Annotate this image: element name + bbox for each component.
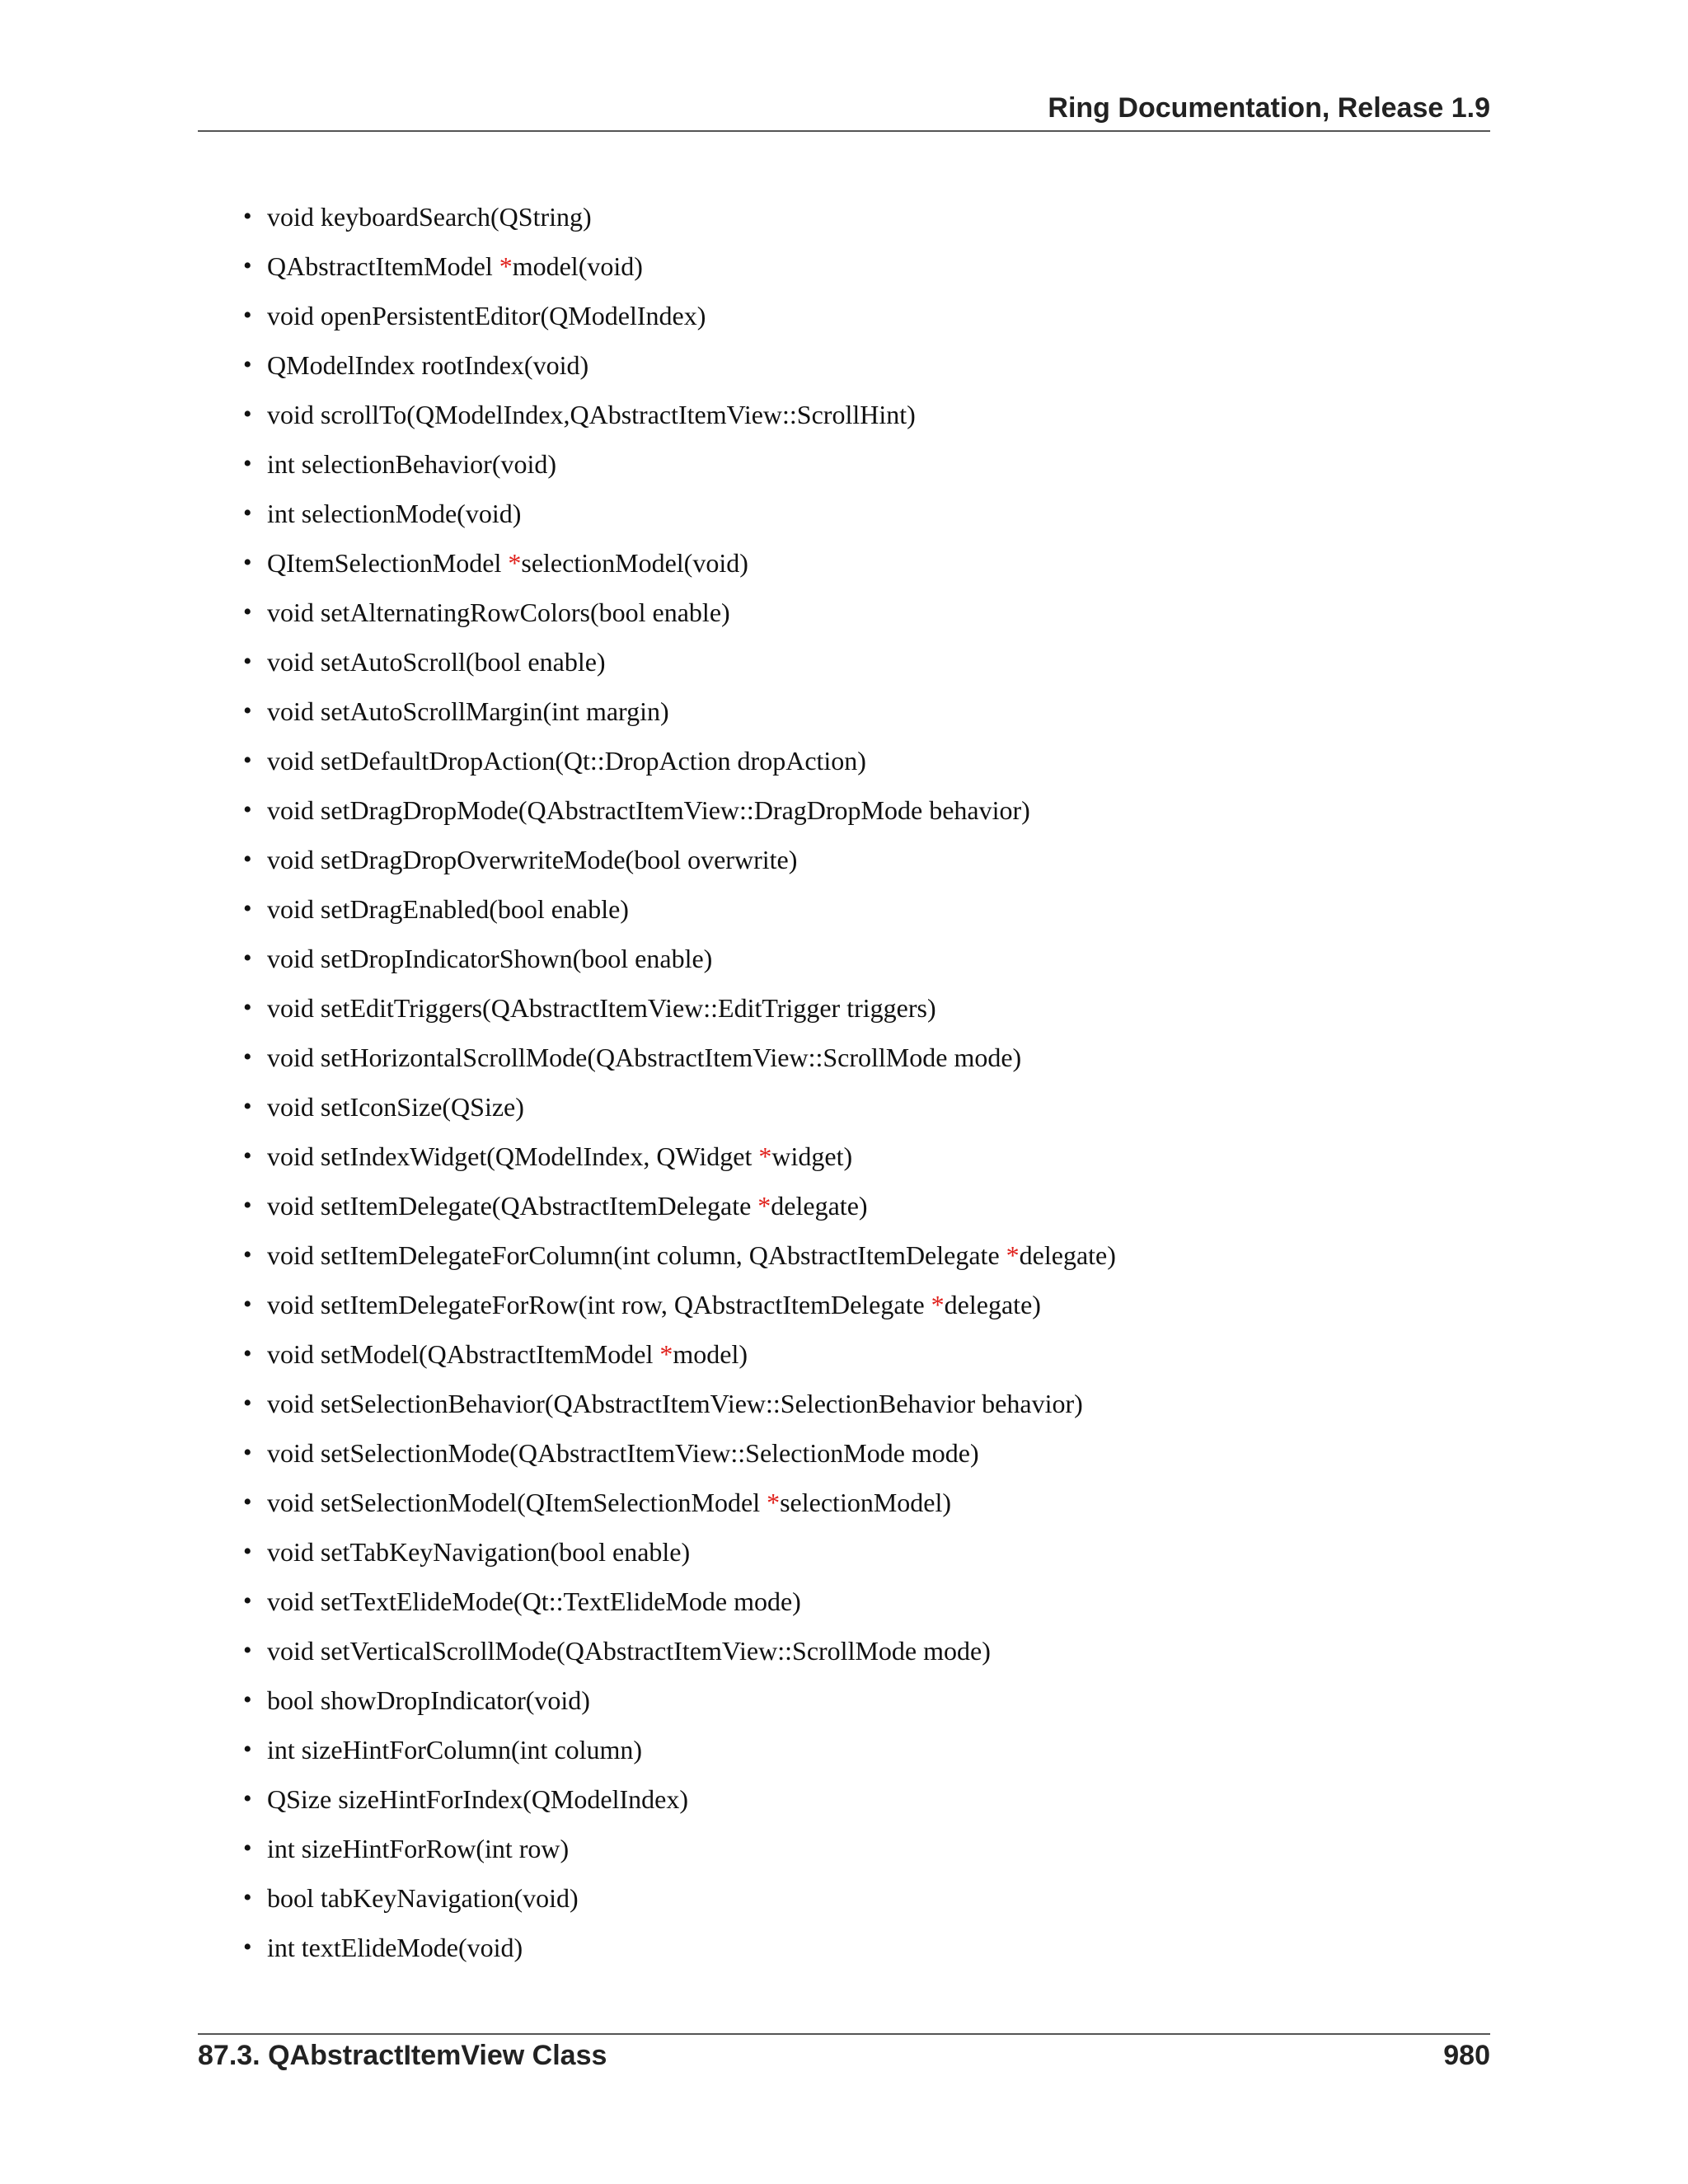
method-text: bool tabKeyNavigation(void) bbox=[267, 1883, 579, 1913]
method-text: void setDragDropOverwriteMode(bool overwrite) bbox=[267, 845, 798, 874]
pointer-star: * bbox=[757, 1191, 771, 1221]
method-item bbox=[243, 544, 1116, 593]
pointer-star: * bbox=[659, 1339, 673, 1369]
pointer-star: * bbox=[767, 1488, 781, 1517]
method-text: QItemSelectionModel bbox=[267, 548, 509, 578]
method-text: void setDragDropMode(QAbstractItemView::DragDropMode behavior) bbox=[267, 795, 1030, 825]
method-text: void setTabKeyNavigation(bool enable) bbox=[267, 1537, 691, 1567]
method-text: void setItemDelegateForColumn(int column, QAbstractItemDelegate bbox=[267, 1240, 1006, 1270]
method-item bbox=[243, 1780, 1116, 1830]
method-text: void setAutoScroll(bool enable) bbox=[267, 647, 606, 677]
method-text: selectionModel) bbox=[780, 1488, 952, 1517]
method-item bbox=[243, 198, 1116, 247]
method-text: int textElideMode(void) bbox=[267, 1933, 523, 1962]
method-text: void setModel(QAbstractItemModel bbox=[267, 1339, 660, 1369]
method-item bbox=[243, 742, 1116, 791]
pointer-star: * bbox=[1006, 1240, 1020, 1270]
method-text: QModelIndex rootIndex(void) bbox=[267, 350, 589, 380]
method-item bbox=[243, 1929, 1116, 1978]
method-item bbox=[243, 1187, 1116, 1236]
method-text: delegate) bbox=[944, 1290, 1041, 1319]
method-list bbox=[243, 198, 1116, 1978]
method-text: void setAutoScrollMargin(int margin) bbox=[267, 696, 669, 726]
method-text: int sizeHintForColumn(int column) bbox=[267, 1735, 643, 1765]
method-text: void setEditTriggers(QAbstractItemView::EditTrigger triggers) bbox=[267, 993, 936, 1023]
method-item bbox=[243, 1236, 1116, 1286]
method-item bbox=[243, 643, 1116, 692]
pointer-star: * bbox=[931, 1290, 945, 1319]
method-text: void keyboardSearch(QString) bbox=[267, 202, 592, 232]
method-item bbox=[243, 1483, 1116, 1533]
method-text: delegate) bbox=[771, 1191, 868, 1221]
method-item bbox=[243, 1137, 1116, 1187]
method-item bbox=[243, 890, 1116, 940]
method-item bbox=[243, 346, 1116, 396]
method-text: model) bbox=[673, 1339, 748, 1369]
method-text: void setDragEnabled(bool enable) bbox=[267, 894, 629, 924]
method-text: int selectionMode(void) bbox=[267, 499, 522, 528]
method-item bbox=[243, 1385, 1116, 1434]
method-item bbox=[243, 1434, 1116, 1483]
pointer-star: * bbox=[758, 1141, 772, 1171]
method-item bbox=[243, 1731, 1116, 1780]
method-item bbox=[243, 1830, 1116, 1879]
method-text: widget) bbox=[771, 1141, 853, 1171]
method-text: void setIconSize(QSize) bbox=[267, 1092, 524, 1122]
method-item bbox=[243, 1335, 1116, 1385]
method-text: delegate) bbox=[1019, 1240, 1116, 1270]
method-item bbox=[243, 593, 1116, 643]
method-item bbox=[243, 396, 1116, 445]
header-rule bbox=[198, 130, 1490, 132]
method-text: void openPersistentEditor(QModelIndex) bbox=[267, 301, 706, 330]
running-header-title: Ring Documentation, Release 1.9 bbox=[1048, 92, 1490, 124]
footer-rule bbox=[198, 2033, 1490, 2035]
method-text: model(void) bbox=[512, 251, 643, 281]
method-item bbox=[243, 1088, 1116, 1137]
pointer-star: * bbox=[499, 251, 513, 281]
method-text: void setAlternatingRowColors(bool enable) bbox=[267, 598, 730, 627]
method-text: void setIndexWidget(QModelIndex, QWidget bbox=[267, 1141, 759, 1171]
method-item bbox=[243, 445, 1116, 494]
method-item bbox=[243, 940, 1116, 989]
method-item bbox=[243, 1582, 1116, 1632]
method-item bbox=[243, 1681, 1116, 1731]
method-item bbox=[243, 1533, 1116, 1582]
method-text: void setItemDelegate(QAbstractItemDelegate bbox=[267, 1191, 758, 1221]
method-text: void setItemDelegateForRow(int row, QAbstractItemDelegate bbox=[267, 1290, 931, 1319]
method-item bbox=[243, 989, 1116, 1038]
method-text: void setSelectionMode(QAbstractItemView::SelectionMode mode) bbox=[267, 1438, 979, 1468]
method-text: void setHorizontalScrollMode(QAbstractItemView::ScrollMode mode) bbox=[267, 1043, 1022, 1072]
method-text: int selectionBehavior(void) bbox=[267, 449, 557, 479]
method-text: int sizeHintForRow(int row) bbox=[267, 1834, 570, 1863]
method-text: void setVerticalScrollMode(QAbstractItemView::ScrollMode mode) bbox=[267, 1636, 991, 1666]
method-item bbox=[243, 247, 1116, 297]
page-number: 980 bbox=[1443, 2040, 1490, 2071]
footer-section-title: 87.3. QAbstractItemView Class bbox=[198, 2040, 607, 2071]
method-item bbox=[243, 1286, 1116, 1335]
method-item bbox=[243, 841, 1116, 890]
method-item bbox=[243, 494, 1116, 544]
method-text: void setDropIndicatorShown(bool enable) bbox=[267, 944, 713, 973]
method-item bbox=[243, 1038, 1116, 1088]
method-item bbox=[243, 297, 1116, 346]
method-text: QSize sizeHintForIndex(QModelIndex) bbox=[267, 1784, 688, 1814]
method-item bbox=[243, 692, 1116, 742]
pointer-star: * bbox=[508, 548, 522, 578]
method-item bbox=[243, 791, 1116, 841]
method-text: QAbstractItemModel bbox=[267, 251, 499, 281]
method-text: void setSelectionBehavior(QAbstractItemView::SelectionBehavior behavior) bbox=[267, 1389, 1083, 1418]
method-text: selectionModel(void) bbox=[521, 548, 748, 578]
method-text: void setSelectionModel(QItemSelectionModel bbox=[267, 1488, 767, 1517]
method-text: void scrollTo(QModelIndex,QAbstractItemView::ScrollHint) bbox=[267, 400, 916, 429]
method-text: bool showDropIndicator(void) bbox=[267, 1685, 590, 1715]
method-item bbox=[243, 1879, 1116, 1929]
method-item bbox=[243, 1632, 1116, 1681]
method-text: void setDefaultDropAction(Qt::DropAction dropAction) bbox=[267, 746, 866, 776]
method-text: void setTextElideMode(Qt::TextElideMode mode) bbox=[267, 1586, 801, 1616]
